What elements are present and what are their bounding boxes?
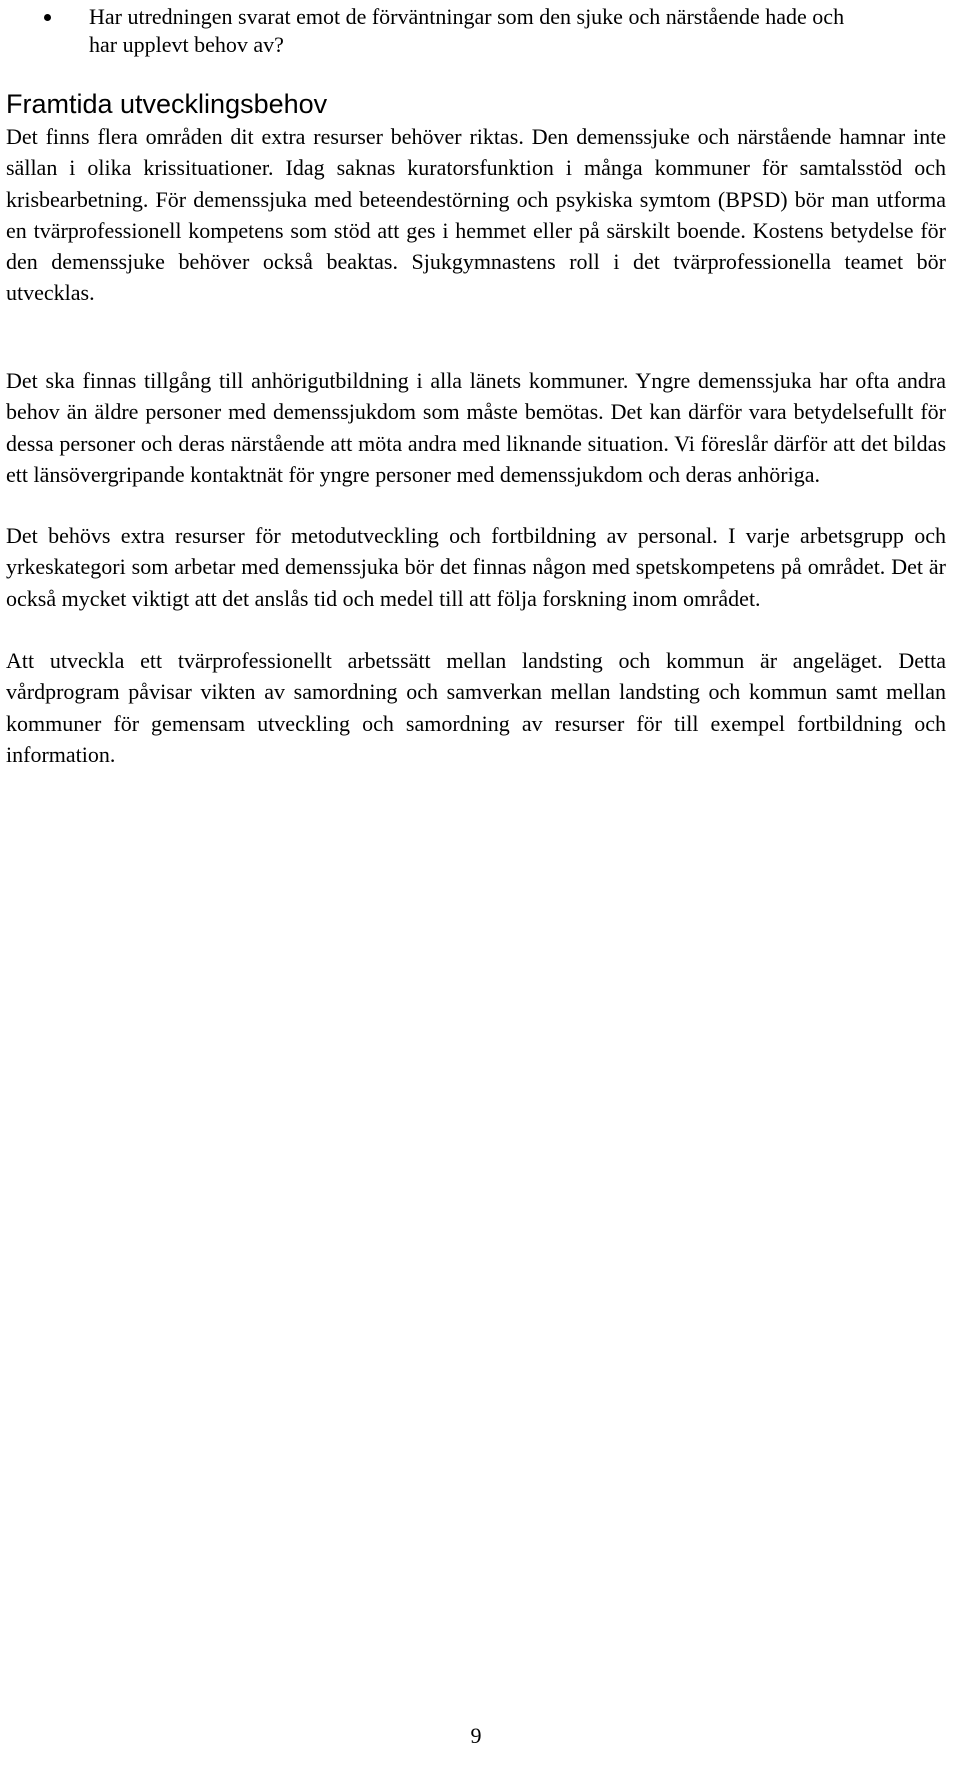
paragraph-method-development: Det behövs extra resurser för metodutveckling och fortbildning av personal. I varje arbetsgrupp och yrkeskategori som arbetar med demenssjuka bör det finnas någon med spetskompetens på området. Det är också mycket viktigt att det anslås tid och medel till att följa forskning inom området. <box>6 523 946 611</box>
bullet-dot-icon <box>44 14 51 21</box>
paragraph-cooperation: Att utveckla ett tvärprofessionellt arbetssätt mellan landsting och kommun är angeläget. Detta vårdprogram påvisar vikten av samordning och samverkan mellan landsting och kommun samt mellan kommuner för gemensam utveckling och samordning av resurser för till exempel fortbildning och information. <box>6 648 946 767</box>
paragraph-education: Det ska finnas tillgång till anhörigutbildning i alla länets kommuner. Yngre demenssjuka har ofta andra behov än äldre personer med demenssjukdom som måste bemötas. Det kan därför vara betydelsefullt för dessa personer och deras närstående att möta andra med liknande situation. Vi föreslår därför att det bildas ett länsövergripande kontaktnät för yngre personer med demenssjukdom och deras anhöriga. <box>6 368 946 487</box>
bullet-list <box>6 3 946 59</box>
paragraph-resources: Det finns flera områden dit extra resurser behöver riktas. Den demenssjuke och närstående hamnar inte sällan i olika krissituationer. Idag saknas kuratorsfunktion i många kommuner för samtalsstöd och krisbearbetning. För demenssjuka med beteendestörning och psykiska symtom (BPSD) bör man utforma en tvärprofessionell kompetens som stöd att ges i hemmet eller på särskilt boende. Kostens betydelse för den demenssjuke behöver också beaktas. Sjukgymnastens roll i det tvärprofessionella teamet bör utvecklas. <box>6 124 946 306</box>
bullet-item <box>6 3 849 59</box>
document-page <box>6 0 946 1774</box>
section-heading: Framtida utvecklingsbehov <box>6 89 328 119</box>
bullet-text: Har utredningen svarat emot de förväntningar som den sjuke och närstående hade och har upplevt behov av? <box>89 4 845 57</box>
page-number: 9 <box>470 1723 482 1748</box>
